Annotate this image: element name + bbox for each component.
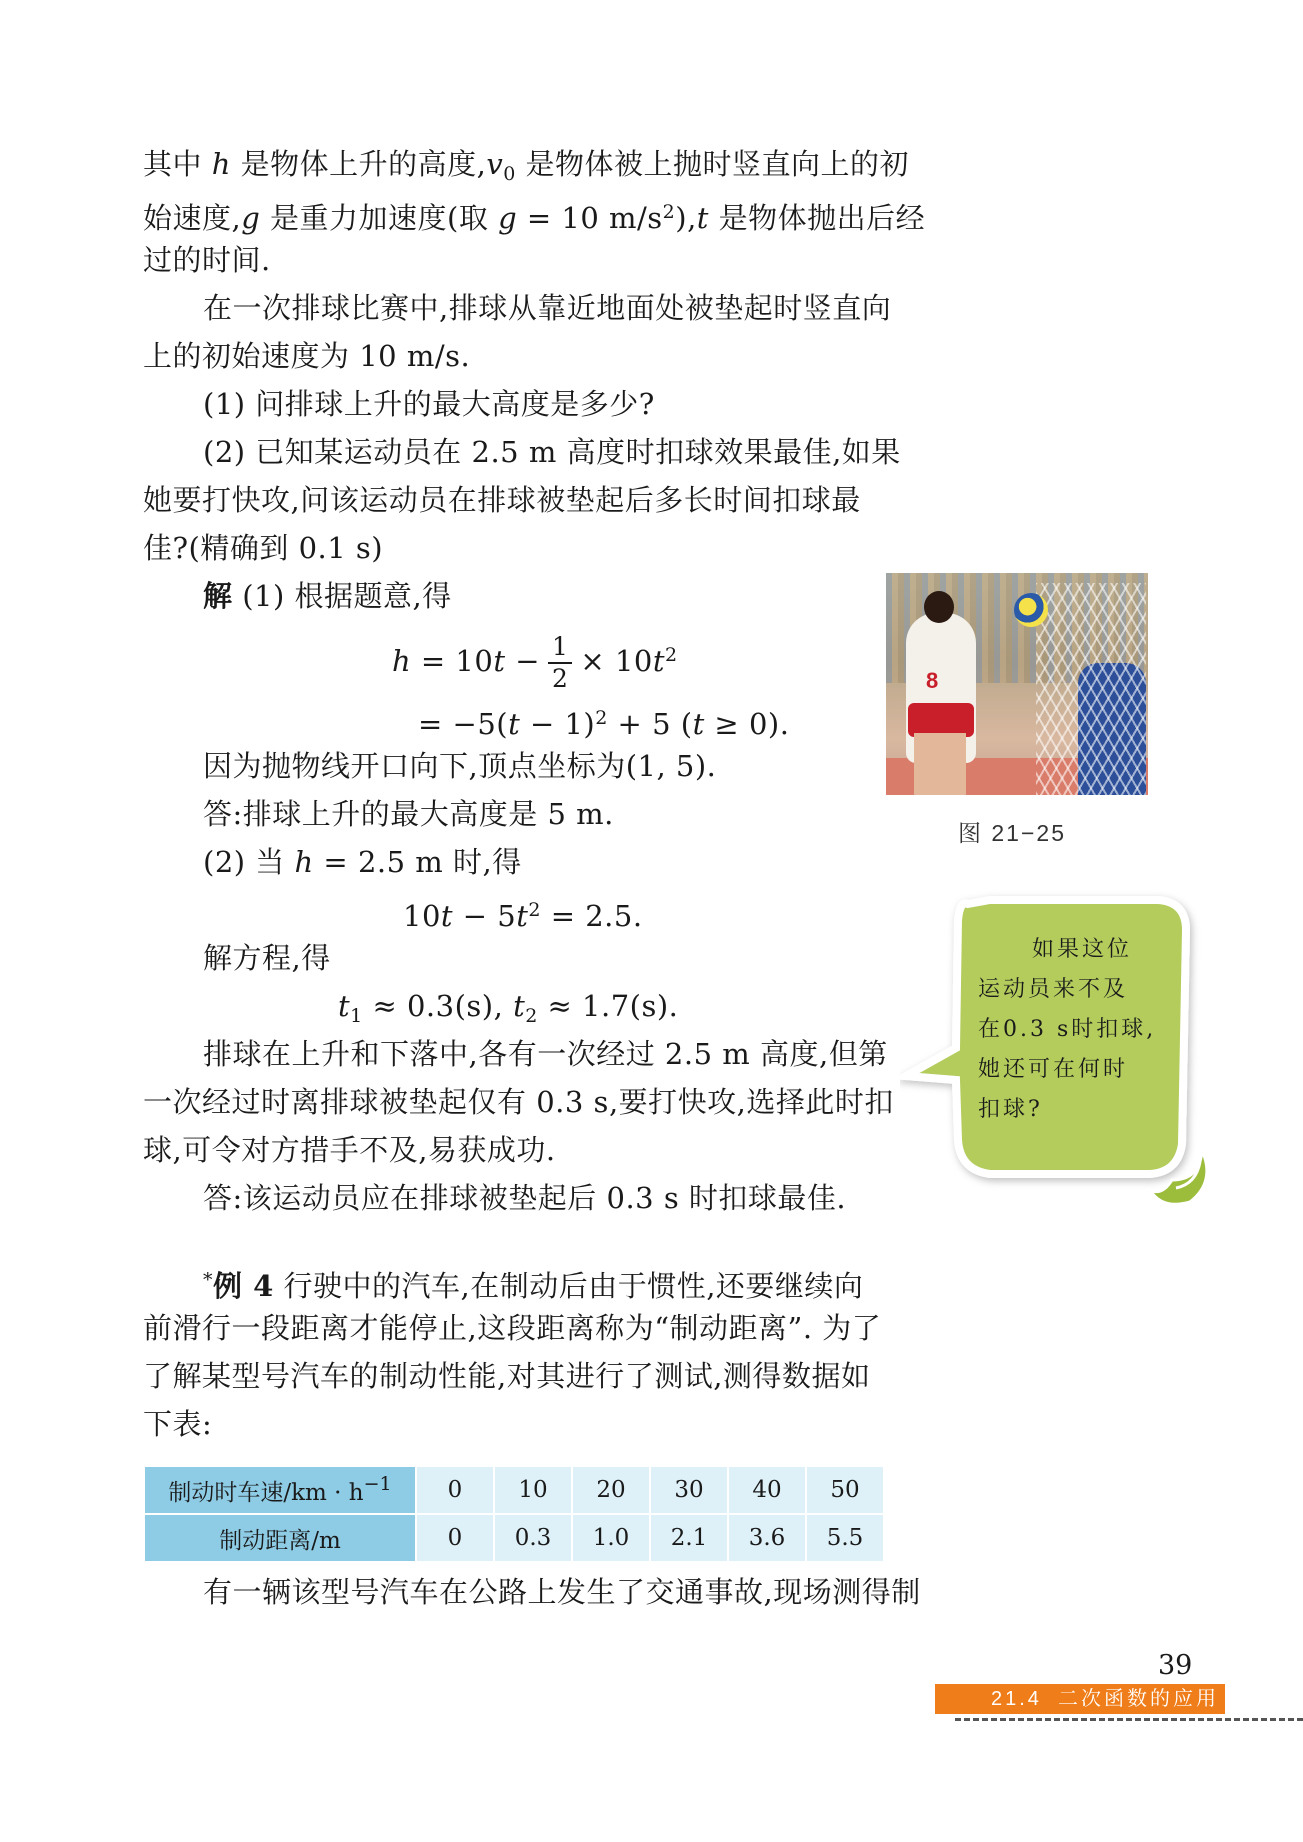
- page-number: 39: [1158, 1650, 1193, 1681]
- table-cell: 20: [572, 1466, 650, 1514]
- bubble-line: 她还可在何时: [978, 1057, 1129, 1082]
- table-cell: 50: [806, 1466, 884, 1514]
- table-row-distance: [144, 1514, 884, 1562]
- example-line-3: 了解某型号汽车的制动性能,对其进行了测试,测得数据如: [143, 1359, 871, 1393]
- table-cell: 0: [416, 1514, 494, 1562]
- bubble-line: 扣球?: [978, 1097, 1043, 1122]
- question-1: (1) 问排球上升的最大高度是多少?: [203, 387, 655, 421]
- table-header-speed: 制动时车速$/km \cdot h^{-1}$: [144, 1466, 416, 1514]
- section-number: 21.4: [991, 1688, 1042, 1710]
- example-line-4: 下表:: [143, 1407, 213, 1441]
- fraction-one-half: $\frac{1}{2}$: [548, 632, 572, 694]
- equation-2: = $-5(t - 1)^2 + 5$ (t ≥ 0).: [418, 707, 790, 741]
- bubble-text: [978, 930, 1173, 1130]
- jersey-number: 8: [926, 668, 939, 693]
- bubble-line: 运动员来不及: [978, 977, 1129, 1002]
- table-cell: 30: [650, 1466, 728, 1514]
- table-cell: 3.6: [728, 1514, 806, 1562]
- text-line-8: 她要打快攻,问该运动员在排球被垫起后多长时间扣球最: [143, 483, 861, 517]
- volleyball-photo: [886, 573, 1148, 795]
- section-title: 二次函数的应用: [1058, 1688, 1219, 1710]
- footer-divider: [955, 1718, 1303, 1721]
- table-cell: 10: [494, 1466, 572, 1514]
- text-line-2: 始速度,g 是重力加速度(取 g = 10 $m/s^2),t$ 是物体抛出后经: [143, 201, 926, 235]
- table-cell: 40: [728, 1466, 806, 1514]
- equation-4: $t_1 \approx 0.3(s)$, $t_2 \approx 1.7(s)$.: [338, 989, 679, 1027]
- photo-net: [1036, 583, 1146, 795]
- text-line-4: 在一次排球比赛中,排球从靠近地面处被垫起时竖直向: [203, 291, 892, 325]
- text-line-14: 排球在上升和下落中,各有一次经过 2.5 m 高度,但第: [203, 1037, 888, 1071]
- figure-caption: 图 21−25: [958, 820, 1066, 846]
- table-cell: 0: [416, 1466, 494, 1514]
- text-line-part2: (2) 当 h = 2.5 m 时,得: [203, 845, 522, 879]
- equation-1: h = 10t − $\frac{1}{2}$ × $10t^2$: [392, 632, 678, 693]
- example-line-2: 前滑行一段距离才能停止,这段距离称为“制动距离”. 为了: [143, 1311, 882, 1345]
- volleyball-icon: [1014, 593, 1048, 627]
- solution-intro: 解 (1) 根据题意,得: [203, 579, 452, 613]
- answer-2: 答:该运动员应在排球被垫起后 0.3 s 时扣球最佳.: [203, 1181, 847, 1215]
- photo-shorts: [908, 703, 974, 737]
- bubble-line: 在0.3 s时扣球,: [978, 1017, 1157, 1042]
- table-cell: 0.3: [494, 1514, 572, 1562]
- solution-label: 解: [203, 579, 233, 613]
- photo-legs: [914, 733, 966, 795]
- text-line-16: 球,可令对方措手不及,易获成功.: [143, 1133, 556, 1167]
- text-line-15: 一次经过时离排球被垫起仅有 0.3 s,要打快攻,选择此时扣: [143, 1085, 894, 1119]
- section-tab: [935, 1684, 1225, 1714]
- text-line-9: 佳?(精确到 0.1 s): [143, 531, 384, 565]
- bubble-line: 如果这位: [1032, 937, 1133, 962]
- question-2: (2) 已知某运动员在 2.5 m 高度时扣球效果最佳,如果: [203, 435, 901, 469]
- last-line: 有一辆该型号汽车在公路上发生了交通事故,现场测得制: [203, 1575, 921, 1609]
- text-line-solve: 解方程,得: [203, 941, 331, 975]
- photo-head: [924, 591, 954, 623]
- table-row-speed: [144, 1466, 884, 1514]
- text-line-3: 过的时间.: [143, 243, 271, 277]
- text-line-vertex: 因为抛物线开口向下,顶点坐标为(1, 5).: [203, 749, 717, 783]
- table-cell: 5.5: [806, 1514, 884, 1562]
- answer-1: 答:排球上升的最大高度是 5 m.: [203, 797, 614, 831]
- example-label: 例 4: [213, 1269, 274, 1303]
- text-line-1: 其中 h 是物体上升的高度$,v_0$ 是物体被上抛时竖直向上的初: [143, 147, 910, 185]
- example-4-intro: *例 4 行驶中的汽车,在制动后由于惯性,还要继续向: [203, 1269, 864, 1303]
- braking-data-table: [143, 1465, 885, 1563]
- text-line-5: 上的初始速度为 10 m/s.: [143, 339, 471, 373]
- table-cell: 1.0: [572, 1514, 650, 1562]
- table-header-distance: 制动距离/m: [144, 1514, 416, 1562]
- table-cell: 2.1: [650, 1514, 728, 1562]
- equation-3: $10t - 5t^2 = 2.5$.: [403, 899, 643, 933]
